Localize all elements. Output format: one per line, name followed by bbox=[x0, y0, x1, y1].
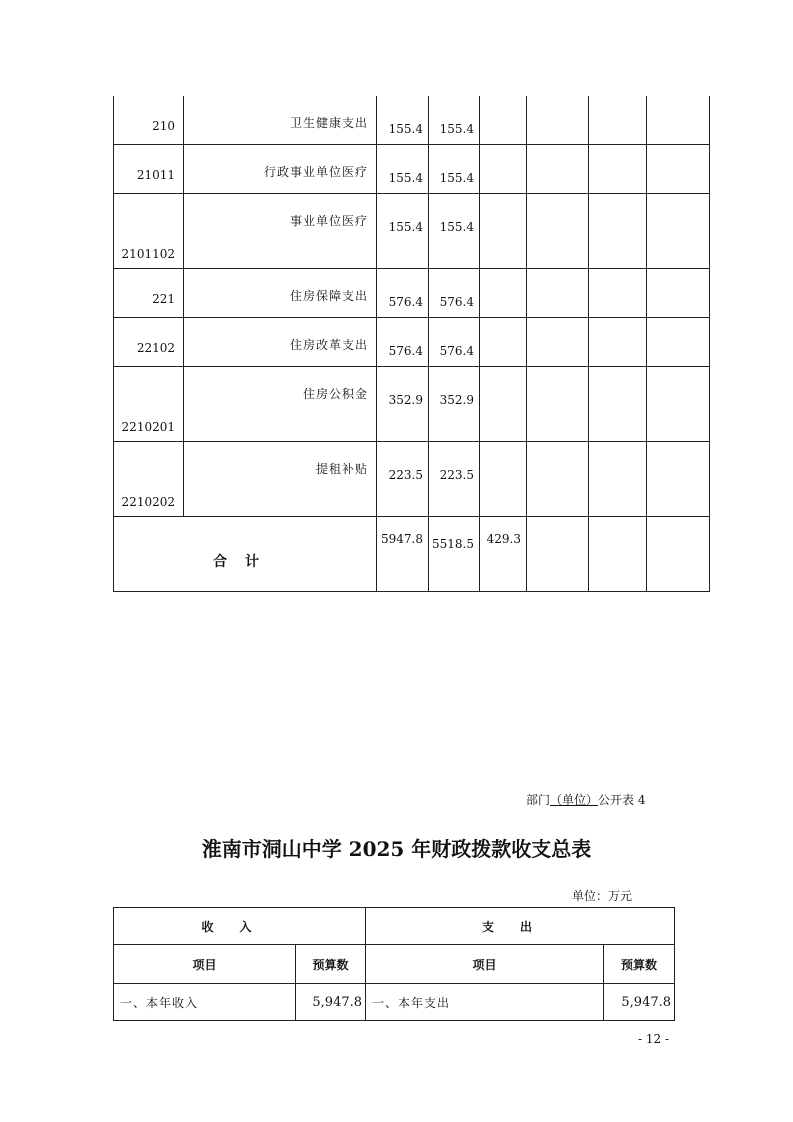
caption-prefix: 部门 bbox=[526, 793, 551, 807]
table-total-row bbox=[114, 517, 710, 592]
row-value-total: 155.4 bbox=[377, 96, 429, 145]
row-code: 210 bbox=[114, 96, 184, 145]
expense-item-label: 项目 bbox=[366, 945, 604, 984]
row-code: 22102 bbox=[114, 318, 184, 367]
row-value-basic: 576.4 bbox=[429, 269, 480, 318]
row-value-total: 223.5 bbox=[377, 442, 429, 517]
row-value-basic: 576.4 bbox=[429, 318, 480, 367]
total-label: 合计 bbox=[114, 517, 377, 592]
table-row bbox=[114, 984, 675, 1021]
row-code: 2210201 bbox=[114, 367, 184, 442]
table-row bbox=[114, 367, 710, 442]
row-value-total: 155.4 bbox=[377, 145, 429, 194]
table-row bbox=[114, 269, 710, 318]
income-amount-label: 预算数 bbox=[296, 945, 366, 984]
row-code: 21011 bbox=[114, 145, 184, 194]
row-name: 提租补贴 bbox=[184, 442, 377, 517]
income-item-label: 项目 bbox=[114, 945, 296, 984]
table-row bbox=[114, 442, 710, 517]
budget-summary-table bbox=[113, 907, 675, 1021]
expense-header: 支出 bbox=[366, 908, 675, 945]
table-row bbox=[114, 318, 710, 367]
row-value-basic: 352.9 bbox=[429, 367, 480, 442]
row-name: 事业单位医疗 bbox=[184, 194, 377, 269]
row-value-basic: 155.4 bbox=[429, 145, 480, 194]
expense-amount: 5,947.8 bbox=[604, 984, 675, 1021]
expense-item: 一、本年支出 bbox=[366, 984, 604, 1021]
caption-suffix: 公开表 4 bbox=[598, 793, 646, 807]
unit-label: 单位：万元 bbox=[572, 889, 633, 903]
row-value-basic: 155.4 bbox=[429, 96, 480, 145]
table-caption bbox=[526, 791, 645, 808]
row-value-total: 576.4 bbox=[377, 269, 429, 318]
income-amount: 5,947.8 bbox=[296, 984, 366, 1021]
table-row bbox=[114, 96, 710, 145]
table-row bbox=[114, 145, 710, 194]
row-code: 2210202 bbox=[114, 442, 184, 517]
total-value-all: 5947.8 bbox=[377, 517, 429, 592]
row-name: 住房改革支出 bbox=[184, 318, 377, 367]
table-subheader-row bbox=[114, 945, 675, 984]
caption-unit: （单位） bbox=[550, 793, 599, 807]
page-title: 淮南市洞山中学 2025 年财政拨款收支总表 bbox=[201, 837, 592, 861]
row-code: 221 bbox=[114, 269, 184, 318]
income-header: 收入 bbox=[114, 908, 366, 945]
row-value-total: 352.9 bbox=[377, 367, 429, 442]
row-name: 行政事业单位医疗 bbox=[184, 145, 377, 194]
table-header-row bbox=[114, 908, 675, 945]
row-code: 2101102 bbox=[114, 194, 184, 269]
row-value-total: 576.4 bbox=[377, 318, 429, 367]
row-name: 住房公积金 bbox=[184, 367, 377, 442]
page-number: - 12 - bbox=[638, 1032, 670, 1046]
expense-amount-label: 预算数 bbox=[604, 945, 675, 984]
row-value-total: 155.4 bbox=[377, 194, 429, 269]
row-name: 住房保障支出 bbox=[184, 269, 377, 318]
income-item: 一、本年收入 bbox=[114, 984, 296, 1021]
expenditure-table bbox=[113, 96, 710, 592]
table-row bbox=[114, 194, 710, 269]
row-value-basic: 223.5 bbox=[429, 442, 480, 517]
row-name: 卫生健康支出 bbox=[184, 96, 377, 145]
row-value-basic: 155.4 bbox=[429, 194, 480, 269]
total-value-basic: 5518.5 bbox=[429, 517, 480, 592]
total-value-project: 429.3 bbox=[480, 517, 527, 592]
